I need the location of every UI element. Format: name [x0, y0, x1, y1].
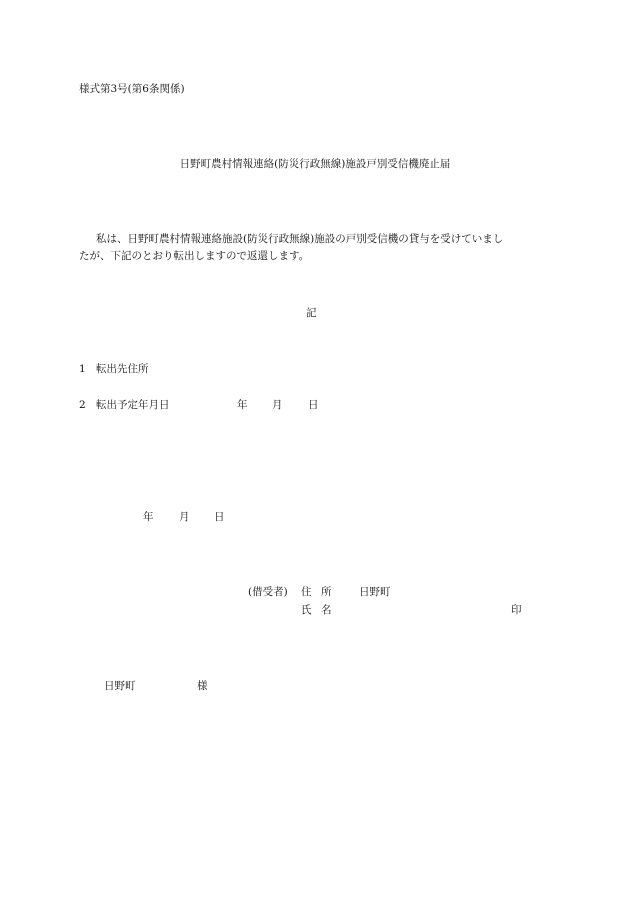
ki-heading: 記	[306, 307, 317, 319]
address-label-char-2: 所	[321, 586, 332, 598]
name-label-char-1: 氏	[301, 604, 312, 616]
addressee-honorific: 様	[197, 680, 208, 692]
item-1-label: 転出先住所	[96, 363, 149, 375]
form-number: 様式第3号(第6条関係)	[79, 83, 185, 95]
date-day-label: 日	[214, 511, 225, 523]
item-2-label: 転出予定年月日	[96, 399, 170, 411]
body-text-line-1: 私は、日野町農村情報連絡施設(防災行政無線)施設の戸別受信機の貸与を受けていまし	[96, 233, 504, 245]
item-2-year-label: 年	[237, 399, 248, 411]
addressee-town: 日野町	[104, 680, 136, 692]
item-1-number: 1	[79, 363, 86, 375]
borrower-label: (借受者)	[248, 586, 288, 598]
document-title: 日野町農村情報連絡(防災行政無線)施設戸別受信機廃止届	[179, 158, 451, 170]
item-2-day-label: 日	[308, 399, 319, 411]
body-text-line-2: たが、下記のとおり転出しますので返還します。	[79, 250, 310, 262]
name-label-char-2: 名	[321, 604, 332, 616]
address-value: 日野町	[359, 586, 391, 598]
item-2-number: 2	[79, 399, 86, 411]
item-2-month-label: 月	[272, 399, 283, 411]
date-month-label: 月	[179, 511, 190, 523]
seal-mark: 印	[511, 604, 522, 616]
address-label-char-1: 住	[301, 586, 312, 598]
date-year-label: 年	[143, 511, 154, 523]
